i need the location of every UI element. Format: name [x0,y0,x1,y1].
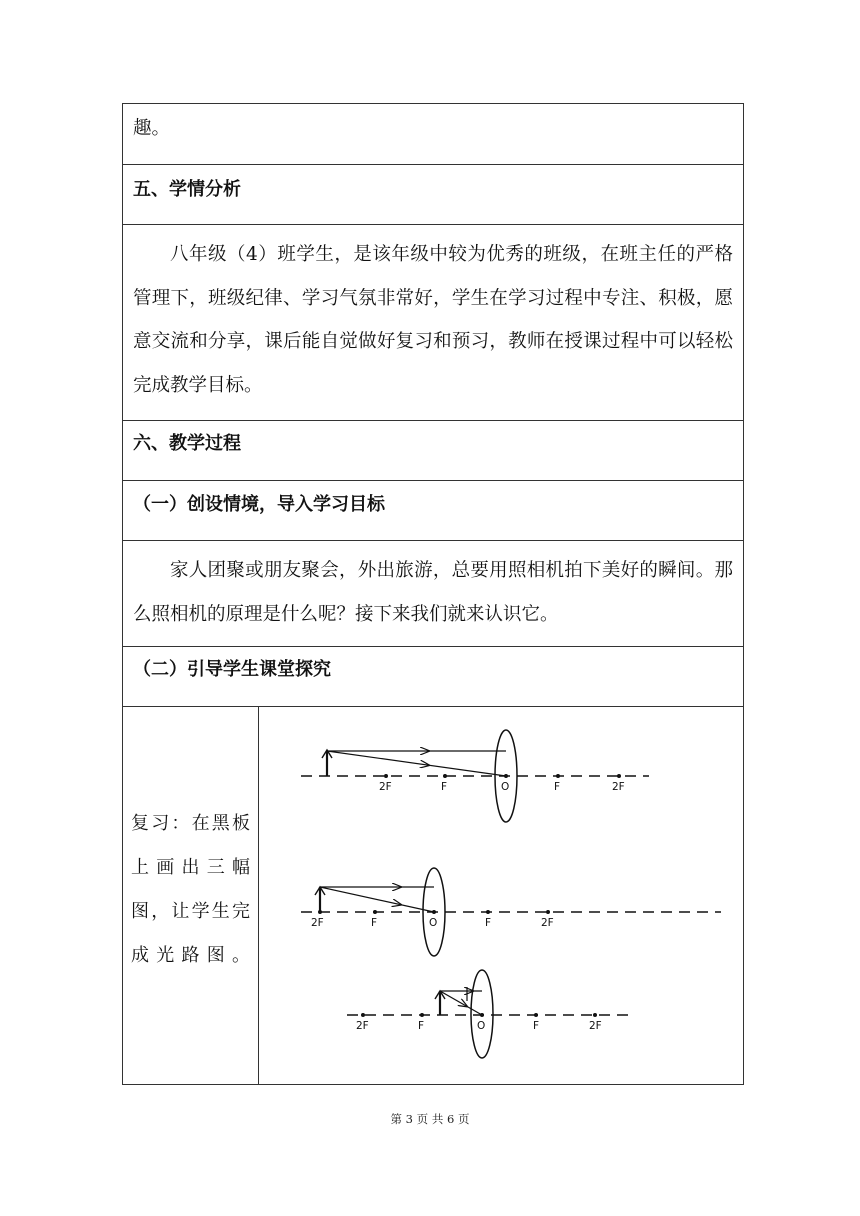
subsection-1-body: 家人团聚或朋友聚会，外出旅游，总要用照相机拍下美好的瞬间。那么照相机的原理是什么呢？接下来我们就来认识它。 [123,541,743,647]
label-2f-right-2: 2F [541,917,554,929]
label-f-left-1: F [441,781,448,793]
page-number: 第 3 页 共 6 页 [390,1112,470,1126]
point-2f-left-1 [384,774,388,778]
label-o-3: O [477,1020,486,1032]
subsection-1-title: （一）创设情境，导入学习目标 [133,494,385,515]
point-f-right-3 [534,1013,538,1017]
point-2f-right-2 [546,910,550,914]
label-2f-right-3: 2F [589,1020,602,1032]
label-f-right-2: F [485,917,492,929]
optical-center-1 [504,774,508,778]
optical-center-3 [480,1013,484,1017]
center-ray-2 [320,887,434,912]
center-ray-3 [440,991,482,1015]
review-instruction: 复习：在黑板上画出三幅图，让学生完成光路图。 [123,707,259,1084]
ray-diagrams [259,707,743,1084]
section-6-heading [123,421,743,481]
center-ray-1 [327,751,506,776]
label-f-right-3: F [533,1020,540,1032]
label-2f-left-1: 2F [379,781,392,793]
section-5-heading [123,165,743,225]
point-f-left-2 [373,910,377,914]
point-2f-left-3 [361,1013,365,1017]
point-2f-right-3 [593,1013,597,1017]
section-5-title: 五、学情分析 [133,179,241,200]
optical-center-2 [432,910,436,914]
label-2f-right-1: 2F [612,781,625,793]
ray-diagram-1 [301,730,649,822]
label-o-1: O [501,781,510,793]
continuation-text: 趣。 [133,118,171,139]
subsection-2-title: （二）引导学生课堂探究 [133,659,331,680]
lesson-plan-table [122,103,744,1085]
page-footer [0,1111,860,1127]
section-6-title: 六、教学过程 [133,433,241,454]
label-2f-left-3: 2F [356,1020,369,1032]
label-f-right-1: F [554,781,561,793]
ray-diagram-2 [301,868,721,956]
point-f-left-3 [420,1013,424,1017]
ray-diagram-3 [347,970,629,1058]
continuation-row [123,104,743,165]
label-2f-left-2: 2F [311,917,324,929]
subsection-1-heading [123,481,743,541]
label-f-left-2: F [371,917,378,929]
subsection-2-heading [123,647,743,707]
section-5-body: 八年级（4）班学生，是该年级中较为优秀的班级，在班主任的严格管理下，班级纪律、学习气氛非常好，学生在学习过程中专注、积极，愿意交流和分享，课后能自觉做好复习和预习，教师在授课过程中可以轻松完成教学目标。 [123,225,743,421]
ray-diagrams-svg [259,707,742,1084]
label-o-2: O [429,917,438,929]
point-f-right-1 [556,774,560,778]
review-row [123,707,743,1085]
point-2f-right-1 [617,774,621,778]
point-f-left-1 [443,774,447,778]
point-2f-left-2 [318,910,322,914]
label-f-left-3: F [418,1020,425,1032]
point-f-right-2 [486,910,490,914]
